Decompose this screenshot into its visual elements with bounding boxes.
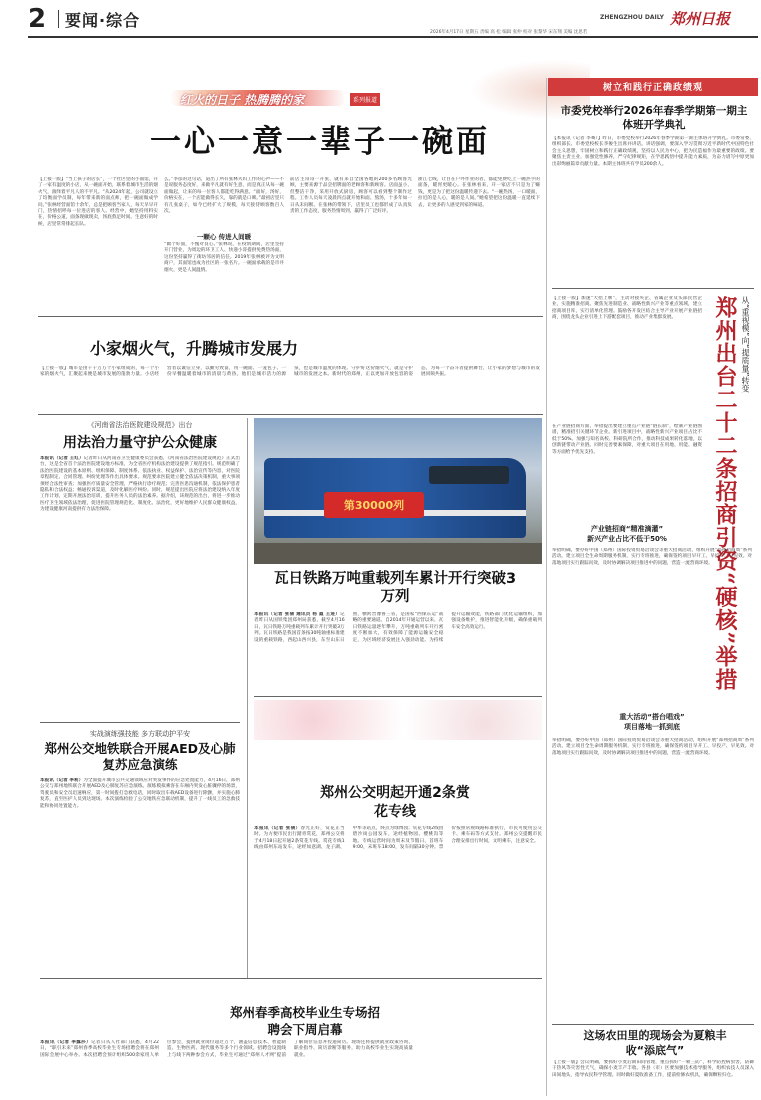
column-divider-right bbox=[546, 78, 547, 1096]
sidebar-subhead-event: 重大活动“搭台唱戏” bbox=[619, 713, 685, 721]
article-bus-body bbox=[254, 826, 542, 954]
article-jobs-text: 记者日从人社部门获悉，4月22日，“职引未来”郑州春季高校毕业生专场招聘会将在郑州国际会展中心举办。本次招聘会预计组织500余家用人单位参会，提供就业岗位超过万个，涵盖信息技术、智能制造、生物医药、现代服务等多个行业领域。招聘会设置线上与线下两种参会方式，毕业生可通过“郑州人才网”提前了解岗位信息并投递简历。现场还将提供就业政策咨询、职业指导、简历诊断等服务，助力高校毕业生实现高质量就业。 bbox=[40, 1040, 413, 1058]
section-rule-2 bbox=[38, 414, 543, 415]
section-rule-4 bbox=[254, 696, 542, 697]
sidebar-recruit-body-c: 举措明确，要办好中国（郑州）国际投资贸易洽谈会等重大招商活动，组织开展“郑州招商周”系列活动。建立项目全生命周期服务机制，实行专班推进，确保签约项目早开工、早投产、早见效。对落地项目实行跟踪问效，及时协调解决项目推进中的问题，营造一流营商环境。 bbox=[552, 548, 752, 566]
sidebar-rule-1 bbox=[552, 288, 754, 289]
article-law-byline: 本报讯（记者 王红） bbox=[40, 456, 84, 461]
article-train-body bbox=[254, 612, 542, 688]
feature-banner bbox=[170, 88, 410, 108]
sidebar-subhead-chain: 产业链招商“精准滴灌” bbox=[590, 525, 664, 533]
sidebar-vertical-label: 从“重视模”向“提质量”转变 bbox=[741, 296, 750, 393]
article-headline-aed: 郑州公交地铁联合开展AED及心肺复苏应急演练 bbox=[44, 741, 236, 772]
sidebar-vertical-headline: 郑州出台二十二条招商引资“硬核”举措 bbox=[712, 296, 738, 692]
feature-col-2b: “做个好面，不愧对良心。”张林说，在疫情期间，店里坚持开门营业，为周边的环卫工人、快递小哥提供免费热汤面，这份坚持赢得了街坊邻居的信任。2019年张林被评为文明商户，其面馆也成为社区的一张名片。一碗面承载的是市井烟火，更是人间温情。 bbox=[164, 242, 284, 273]
sidebar-recruit-body-d: 举措明确，要办好中国（郑州）国际投资贸易洽谈会等重大招商活动，组织开展“郑州招商周”系列活动。建立项目全生命周期服务机制，实行专班推进，确保签约项目早开工、早投产、早见效。对落地项目实行跟踪问效，及时协调解决项目推进中的问题，营造一流营商环境。 bbox=[552, 738, 754, 756]
paper-logo: 郑州日报 bbox=[670, 10, 731, 28]
flowers-deco bbox=[254, 700, 542, 740]
date-line: 2026年4月17日 星期五 责编 高 松 编辑 张仲 校对 张黎华 宋东翔 美编 沈思若 bbox=[430, 30, 588, 35]
sidebar-farm-body: 【上接一版】会议明确，要抓好小麦后期田间管理，重点抓好“一喷三防”，科学防控病虫害，防御干热风等灾害性天气，确保小麦丰产丰收。各县（市）区要加强技术指导服务，组织农技人员深入田间地头，指导农民科学管理。同时做好夏收准备工作，提前检修农机具，确保颗粒归仓。 bbox=[552, 1060, 754, 1078]
section-rule-1 bbox=[38, 316, 543, 317]
sidebar-subhead-event-b: 项目落地一抓到底 bbox=[624, 723, 680, 731]
article-headline-train: 瓦日铁路万吨重载列车累计开行突破3万列 bbox=[273, 571, 517, 605]
feature-col-3: 前店主哥哥一开张，就有来自全国各地的200多名顾客光顾，主要来源于品尝招牌面的老顾客和新顾客。店面虽小，但整洁干净，采用开放式厨房，顾客可以看到整个制作过程。工作人员每天凌晨四点就开始和面、熬汤，十多年如一日从未间断。在张林的带领下，店里员工也都形成了认真负责的工作态度，服务热情周到，赢得了广泛好评。 bbox=[290, 177, 412, 215]
banner-title: 红火的日子 热腾腾的家 bbox=[180, 93, 305, 107]
sidebar-headline-school: 市委党校举行2026年春季学期第一期主体班开学典礼 bbox=[560, 105, 748, 131]
article-train-byline: 本报讯（记者 张倩 通讯员 杨 霞 王进） bbox=[254, 612, 341, 617]
article-jobs-byline: 本报讯（记者 李露莎） bbox=[40, 1040, 91, 1045]
article-bus-text: 春光正好，赏花正当时。为方便市民出行踏青赏花，郑州公交将于4月18日起开通2条赏花专线。赏花专线1线由郑州东站发车，途经如意湖、龙子湖、中牟等站点，终点为绿博园；赏花专线2线由碧沙岗公园发车，途经植物园、樱桃沟等地。专线运营时间为周末及节假日，首班车9:00，末班车18:00，发车间隔30分钟。票价按照常规线路标准执行，市民可使用公交卡、乘车码等方式支付。郑州公交提醒市民合理安排出行时间，文明乘车，注意安全。 bbox=[254, 826, 542, 851]
masthead-divider bbox=[58, 10, 59, 28]
paper-name-en: ZHENGZHOU DAILY bbox=[600, 14, 664, 21]
masthead-rule bbox=[28, 36, 758, 38]
article-aed-byline: 本报讯（记者 李莉） bbox=[40, 778, 84, 783]
feature-col-4: 浙江七线，让目在户外作业的者，都能免费吃上一碗热乎的面条，暖胃更暖心。在张林看来，开一家店不只是为了赚钱，更是为了把这份温暖传递下去。“一碗热汤，一口暖面，拉近的是人心，暖的是人间。”她希望把这份温暖一直延续下去，让更多的人感受到家的味道。 bbox=[418, 177, 540, 208]
section-rule-3 bbox=[40, 722, 240, 723]
sidebar-recruit-body: 【上接一版】加速“大招上牌”，主动对接央企、省属企业及头部民营企业，实施精准招商。聚焦先进制造业、战略性新兴产业等重点领域，建立招商项目库，实行清单化管理。鼓励各开发区结合主导产业开展产业链招商，围绕龙头企业引进上下游配套项目，推动产业集群发展。 bbox=[552, 296, 702, 321]
train-windows bbox=[429, 466, 509, 484]
train-banner-text: 第30000列 bbox=[343, 499, 405, 512]
feature-col-1: 【上接一版】“当上孩子的店长”，一个社区里的小面馆，开了一家有温度的小店，从一碗面开始，联系着城市生活的烟火气，演绎着平凡人的不平凡。“从2024年起，公司就设立了均衡面学员制，每年带来新的面点师，把一碗面做成学问。”张林经营面馆十余年，总是把顾客当家人，每天早早开门，热情招呼每一位进店的客人。经营中，她坚持用料实在，价格公道，面条现做现卖，汤底熬足时间。生意好的时候，店里常常排起长队。 bbox=[38, 177, 158, 227]
article-city-body: 【上接一版】城市是由千千万万个小家组成的，每一个小家的烟火气，汇聚起来便是城市发展的蓬勃力量。小店经营者以诚信立身，以勤劳致富，用一碗面、一笼包子、一份早餐温暖着城市的清晨与黄昏。他们是城市活力的源泉，也是城市温度的体现。守护好这份烟火气，就是守护城市的发展之本。新时代的郑州，正以更加开放包容的姿态，为每一个奋斗者提供舞台，让小家的梦想与城市的发展同频共振。 bbox=[40, 366, 540, 378]
article-law-body bbox=[40, 456, 240, 716]
article-bus-byline: 本报讯（记者 张倩） bbox=[254, 826, 301, 831]
sidebar-rule-2 bbox=[552, 1024, 754, 1025]
sidebar-school-body: 【本报讯（记者 李骞）】昨日，市委党校举行2026年春季学期第一期主体班开学典礼。市委常委、组织部长、市委党校校长李俊生出席并讲话。讲话强调，要深入学习贯彻习近平新时代中国特色社会主义思想，牢固树立和践行正确政绩观，坚持以人民为中心，把为民造福作为最重要的政绩。要聚焦主责主业，加强党性修养，严守纪律规矩，在学思践悟中提升能力素质，为奋力谱写中原更加出彩绚丽篇章贡献力量。本期主体班共有学员200余人。 bbox=[552, 136, 754, 167]
page-number: 2 bbox=[28, 4, 47, 34]
feature-col-2: 么。”李彦的这句话，道出了所有张林夫妇工作的心声——不是说服务态度好，来做平凡就有好生意，而是真正从每一碗面做起，让来的每一位客人都能吃得满意。“面好，汤好，价格实在，一个店能做得长久，靠的就是口碑。”最初店里只有几张桌子，如今已经扩大了规模，每天接待顾客数百人次。 bbox=[164, 177, 284, 215]
article-headline-jobs: 郑州春季高校毕业生专场招聘会下周启幕 bbox=[230, 1005, 381, 1037]
section-rule-5 bbox=[40, 978, 542, 979]
article-train-text: 记者昨日从国铁集团郑州局获悉，截至4月16日，瓦日铁路万吨重载列车累计开行突破3万列。瓦日铁路是我国首条按30吨轴重标准建设的重载铁路，西起山西兴县，东至山东日照，横跨晋豫鲁三省，是国家“西煤东运”战略的重要通道。自2014年开通运营以来，瓦日铁路运量逐年攀升，万吨重载列车开行密度不断加大，有效保障了能源运输安全稳定，为区域经济发展注入强劲动能。为持续提升运输效能，铁路部门优化运输组织，加强设备维护，推进智能化升级，确保重载列车安全高效运行。 bbox=[254, 612, 542, 643]
masthead bbox=[0, 0, 761, 38]
feature-headline: 一心一意一辈子一碗面 bbox=[150, 124, 490, 160]
section-title: 要闻·综合 bbox=[65, 11, 141, 30]
article-headline-law: 用法治力量守护公众健康 bbox=[63, 435, 217, 451]
sidebar-recruit-body-b: 在产业链招商方面，举措提出要建立重点产业链“链长制”，绘制产业链图谱，精准招引关键环节企业。新引进项目中，战略性新兴产业项目占比不低于50%。加强与知名高校、科研院所合作，推动科技成果转化落地，以创新链带动产业链。同时完善要素保障，对重大项目在用地、用能、融资等方面给予优先支持。 bbox=[552, 424, 702, 455]
article-jobs-body bbox=[40, 1040, 540, 1090]
article-aed-body bbox=[40, 778, 240, 974]
feature-subhead: 一颗心 传进人间暖 bbox=[196, 233, 252, 241]
article-kicker-law: 《河南省法治医院建设规范》出台 bbox=[87, 421, 193, 429]
train-photo bbox=[254, 418, 542, 564]
sidebar-subhead-chain-b: 新兴产业占比不低于50% bbox=[587, 535, 667, 543]
article-kicker-aed: 实战演练强技能 多方联动护平安 bbox=[89, 730, 191, 738]
article-headline-city: 小家烟火气，升腾城市发展力 bbox=[90, 339, 299, 358]
article-law-text: 记者昨日从河南省卫生健康委员会获悉，《河南省法治医院建设规范》正式出台，这是全省首个法治医院建设地方标准，为全省医疗机构法治建设提供了规范指引。规范明确了法治医院建设的基本原则、组织保障、制度体系、依法执业、权益保护、法治宣传等内容，对医院章程制定、合同管理、纠纷处理等作出具体要求。规范要求医院建立健全依法决策机制，重大事项须经合法性审查；加强医疗质量安全管理，严格执行诊疗规范；完善医患沟通机制，依法保护患者隐私和合法权益；畅通投诉渠道，及时化解医疗纠纷。同时，规范提出医院应将法治建设纳入年度工作计划，定期开展法治培训，提升医务人员的法治素养。据介绍，该规范的出台，将进一步推动医疗卫生领域依法治理，促进医院管理规范化、制度化、法治化，更好地维护人民群众健康权益，为建设健康河南提供有力法治保障。 bbox=[40, 456, 240, 513]
sidebar-headline-farm: 这场农田里的现场会为夏粮丰收“添底气” bbox=[583, 1029, 727, 1057]
article-headline-bus: 郑州公交明起开通2条赏花专线 bbox=[320, 785, 470, 820]
banner-tag: 系列报道 bbox=[350, 93, 380, 106]
article-aed-text: 为全面提升城市公共交通领域应对突发事件的应急处置能力，4月16日，郑州公交与郑州地铁联合开展AED及心肺复苏应急演练。演练模拟乘客在车厢内突发心脏骤停的场景，驾驶员和安全员迅速响应，第一时间拨打急救电话，同时取出车载AED设备进行除颤，并实施心肺复苏，直至医护人员到达现场。本次演练检验了公交地铁应急联动机制，提升了一线员工的急救技能和协同处置能力。 bbox=[40, 778, 240, 809]
train-tracks bbox=[254, 543, 542, 564]
column-divider-left bbox=[247, 418, 248, 978]
sidebar-band-title: 树立和践行正确政绩观 bbox=[602, 83, 703, 93]
